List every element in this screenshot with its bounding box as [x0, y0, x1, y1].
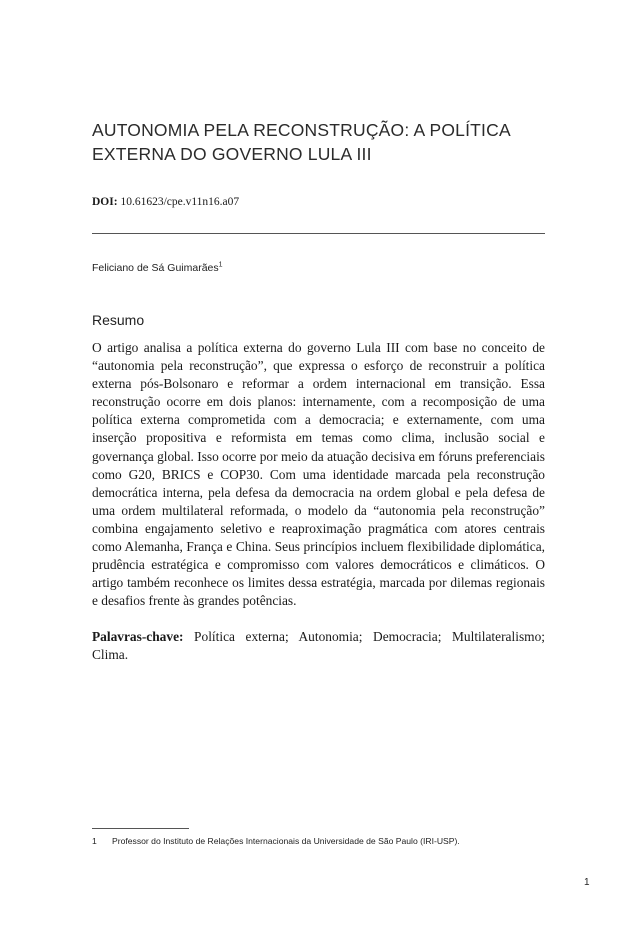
- doi-line: [92, 196, 239, 208]
- keywords-line: [92, 628, 545, 664]
- keywords-label: Palavras-chave:: [92, 629, 184, 644]
- footnote-number: 1: [92, 836, 97, 846]
- doi-label: DOI:: [92, 196, 118, 208]
- footnote-divider: [92, 828, 189, 829]
- author-line: [92, 262, 223, 274]
- author-footnote-marker: 1: [218, 261, 223, 269]
- article-title: AUTONOMIA PELA RECONSTRUÇÃO: A POLÍTICA EXTERNA DO GOVERNO LULA III: [92, 120, 510, 164]
- author-name: Feliciano de Sá Guimarães: [92, 262, 219, 274]
- doi-value: 10.61623/cpe.v11n16.a07: [117, 196, 240, 208]
- keywords-list: Política externa; Autonomia; Democracia; Multilateralismo; Clima.: [92, 629, 545, 663]
- abstract-heading: Resumo: [92, 312, 145, 328]
- footnote: [92, 836, 562, 846]
- header-divider: [92, 233, 545, 234]
- footnote-text: Professor do Instituto de Relações Internacionais da Universidade de São Paulo (IRI-USP).: [112, 836, 460, 846]
- page-number: 1: [584, 877, 590, 888]
- abstract-text: O artigo analisa a política externa do governo Lula III com base no conceito de “autonomia pela reconstrução”, que expressa o esforço de reconstruir a política externa pós-Bolsonaro e reformar a ordem internacional em transição. Essa reconstrução ocorre em dois planos: internamente, com a recomposição de uma política externa comprometida com a democracia; e externamente, com uma inserção propositiva e reformista em temas como clima, inclusão social e governança global. Isso ocorre por meio da atuação decisiva em fóruns preferenciais como G20, BRICS e COP30. Com uma identidade marcada pela reconstrução democrática interna, pela defesa da democracia na ordem global e pela defesa de uma ordem multilateral reformada, o modelo da “autonomia pela reconstrução” combina engajamento seletivo e reaproximação pragmática com atores centrais como Alemanha, França e China. Seus princípios incluem flexibilidade diplomática, prudência estratégica e compromisso com valores democráticos e climáticos. O artigo também reconhece os limites dessa estratégia, marcada por dilemas regionais e desafios frente às grandes potências.: [92, 340, 545, 609]
